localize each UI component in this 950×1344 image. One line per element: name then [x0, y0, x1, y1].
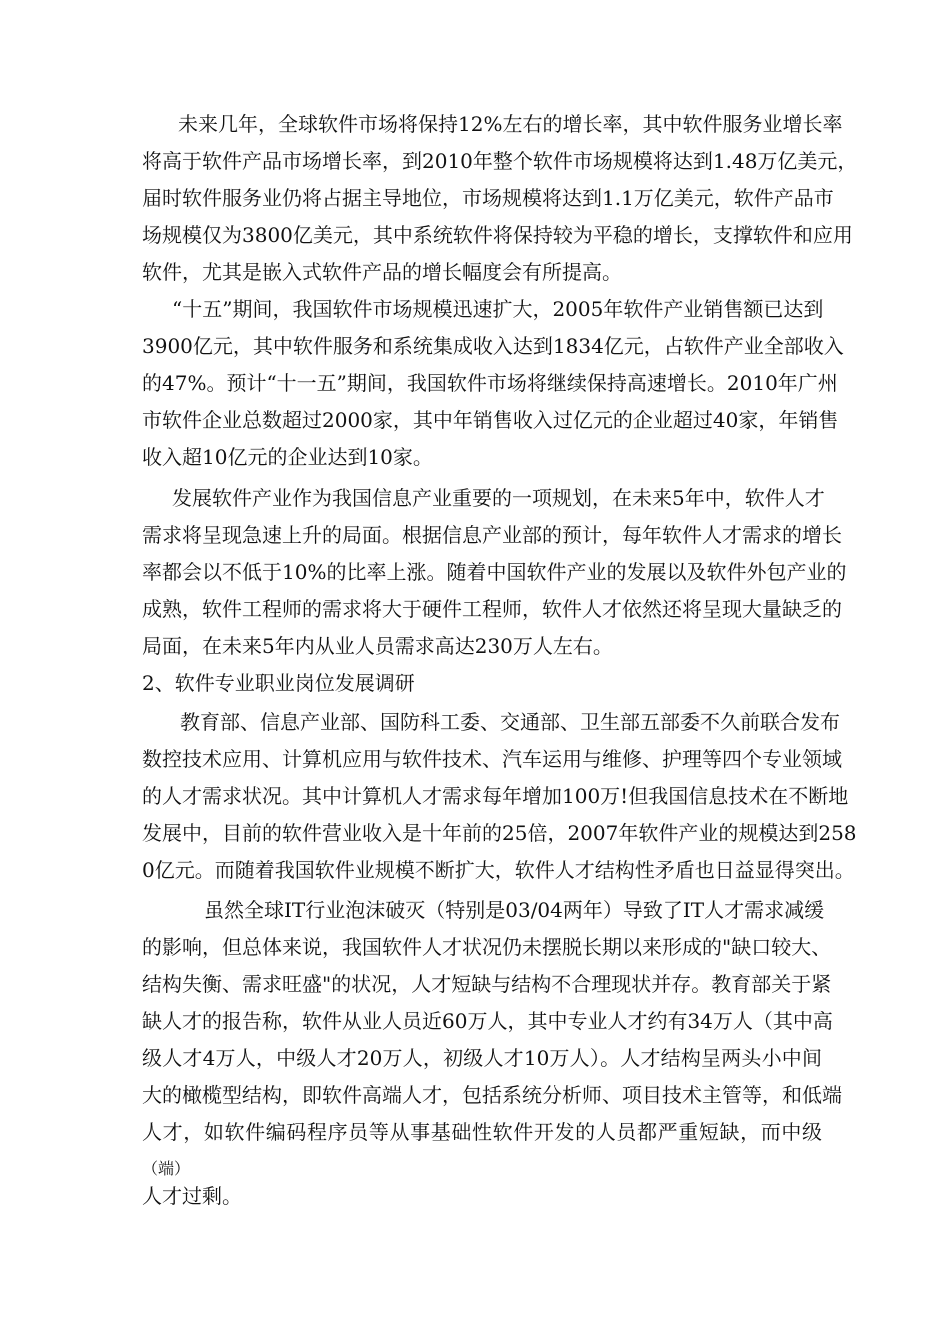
paragraph-5-line-3: 结构失衡、需求旺盛"的状况，人才短缺与结构不合理现状并存。教育部关于紧 [142, 972, 832, 996]
paragraph-5-line-7: 人才，如软件编码程序员等从事基础性软件开发的人员都严重短缺，而中级 [142, 1120, 822, 1144]
section-heading: 2、软件专业职业岗位发展调研 [142, 671, 415, 695]
paragraph-1-line-5: 软件，尤其是嵌入式软件产品的增长幅度会有所提高。 [142, 260, 622, 284]
paragraph-3-line-1: 发展软件产业作为我国信息产业重要的一项规划，在未来5年中，软件人才 [172, 486, 825, 510]
paragraph-4-line-4: 发展中，目前的软件营业收入是十年前的25倍，2007年软件产业的规模达到258 [142, 821, 857, 845]
paragraph-4-line-2: 数控技术应用、计算机应用与软件技术、汽车运用与维修、护理等四个专业领域 [142, 747, 842, 771]
paragraph-2-line-3: 的47%。预计“十一五”期间，我国软件市场将继续保持高速增长。2010年广州 [142, 371, 838, 395]
paragraph-4-line-5: 0亿元。而随着我国软件业规模不断扩大，软件人才结构性矛盾也日益显得突出。 [142, 858, 855, 882]
paragraph-2-line-2: 3900亿元，其中软件服务和系统集成收入达到1834亿元，占软件产业全部收入 [142, 334, 844, 358]
paragraph-1-line-4: 场规模仅为3800亿美元，其中系统软件将保持较为平稳的增长，支撑软件和应用 [142, 223, 853, 247]
paragraph-1-line-1: 未来几年，全球软件市场将保持12%左右的增长率，其中软件服务业增长率 [178, 112, 843, 136]
paragraph-5-line-5: 级人才4万人，中级人才20万人，初级人才10万人）。人才结构呈两头小中间 [142, 1046, 822, 1070]
paragraph-3-line-2: 需求将呈现急速上升的局面。根据信息产业部的预计，每年软件人才需求的增长 [142, 523, 842, 547]
paragraph-4-line-1: 教育部、信息产业部、国防科工委、交通部、卫生部五部委不久前联合发布 [180, 710, 840, 734]
paragraph-3-line-4: 成熟，软件工程师的需求将大于硬件工程师，软件人才依然还将呈现大量缺乏的 [142, 597, 842, 621]
paragraph-5-line-1: 虽然全球IT行业泡沫破灭（特别是03/04两年）导致了IT人才需求减缓 [204, 898, 825, 922]
paragraph-5-line-6: 大的橄榄型结构，即软件高端人才，包括系统分析师、项目技术主管等，和低端 [142, 1083, 842, 1107]
paragraph-1-line-3: 届时软件服务业仍将占据主导地位，市场规模将达到1.1万亿美元，软件产品市 [142, 186, 834, 210]
paragraph-5-note: （端） [142, 1159, 191, 1178]
paragraph-3-line-5: 局面，在未来5年内从业人员需求高达230万人左右。 [142, 634, 613, 658]
paragraph-2-line-5: 收入超10亿元的企业达到10家。 [142, 445, 433, 469]
paragraph-2-line-1: “十五”期间，我国软件市场规模迅速扩大，2005年软件产业销售额已达到 [172, 297, 824, 321]
paragraph-5-tail: 人才过剩。 [142, 1184, 242, 1208]
paragraph-1-line-2: 将高于软件产品市场增长率，到2010年整个软件市场规模将达到1.48万亿美元， [142, 149, 858, 173]
paragraph-3-line-3: 率都会以不低于10%的比率上涨。随着中国软件产业的发展以及软件外包产业的 [142, 560, 847, 584]
paragraph-2-line-4: 市软件企业总数超过2000家，其中年销售收入过亿元的企业超过40家，年销售 [142, 408, 839, 432]
paragraph-5-line-4: 缺人才的报告称，软件从业人员近60万人，其中专业人才约有34万人（其中高 [142, 1009, 833, 1033]
paragraph-5-line-2: 的影响，但总体来说，我国软件人才状况仍未摆脱长期以来形成的"缺口较大、 [142, 935, 832, 959]
paragraph-4-line-3: 的人才需求状况。其中计算机人才需求每年增加100万!但我国信息技术在不断地 [142, 784, 849, 808]
